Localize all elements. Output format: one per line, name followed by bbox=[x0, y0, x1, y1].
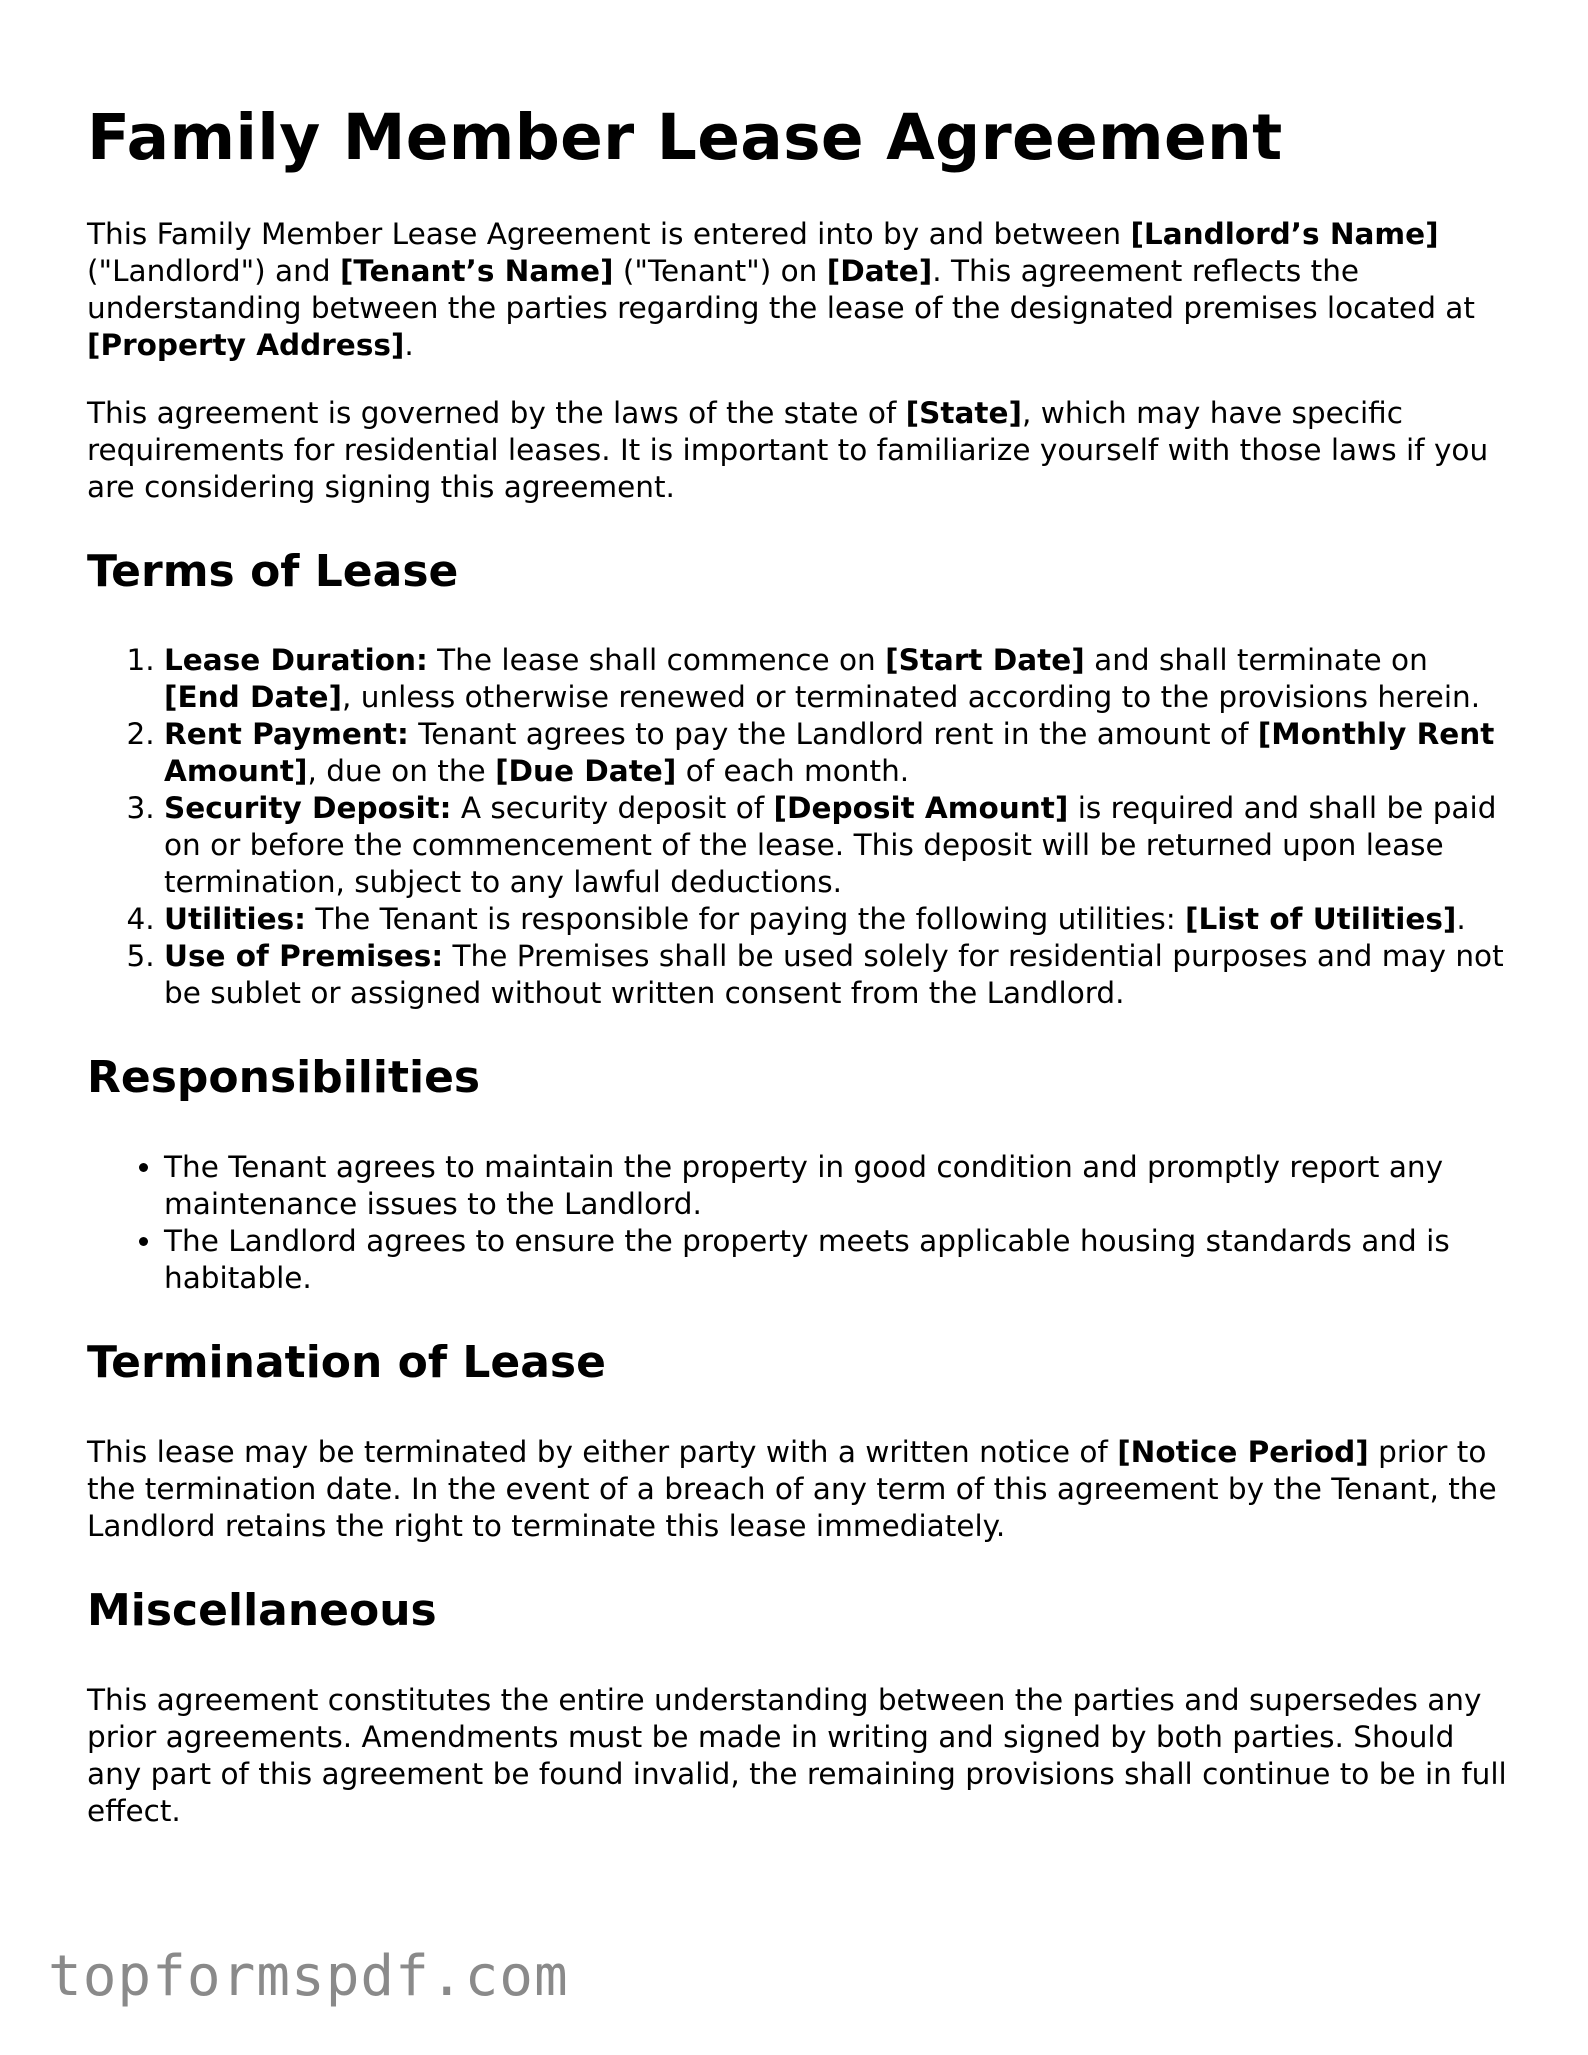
term-text: The Tenant is responsible for paying the following utilities: bbox=[305, 902, 1186, 937]
list-item bbox=[164, 901, 1507, 938]
termination-paragraph bbox=[87, 1434, 1507, 1545]
term-text: The lease shall commence on bbox=[427, 643, 886, 678]
term-text: A security deposit of bbox=[451, 791, 774, 826]
terms-heading: Terms of Lease bbox=[87, 545, 459, 597]
list-item bbox=[164, 642, 1507, 716]
miscellaneous-paragraph: This agreement constitutes the entire understanding between the parties and supersedes any prior agreements. Amendments must be made in writing and signed by both parties. Should any part of this agreement be found invalid, the remaining provisions shall continue to be in full effect. bbox=[87, 1682, 1507, 1828]
document-page bbox=[87, 100, 1507, 1861]
intro-text: . This agreement reflects the understanding between the parties regarding the lease of the designated premises located at bbox=[87, 253, 1475, 325]
utilities-placeholder: [List of Utilities] bbox=[1185, 902, 1457, 937]
list-item: • The Tenant agrees to maintain the property in good condition and promptly report any maintenance issues to the Landlord. bbox=[164, 1149, 1507, 1223]
term-text: , due on the bbox=[307, 754, 496, 789]
term-label: Security Deposit: bbox=[164, 791, 452, 826]
term-text: The Premises shall be used solely for residential purposes and may not be sublet or assigned without written consent from the Landlord. bbox=[164, 939, 1504, 1011]
term-text: . bbox=[1456, 902, 1466, 937]
terms-list bbox=[87, 642, 1507, 1012]
notice-period-placeholder: [Notice Period] bbox=[1117, 1434, 1369, 1469]
intro-text: This Family Member Lease Agreement is entered into by and between bbox=[87, 216, 1131, 251]
termination-text: prior to the termination date. In the event of a breach of any term of this agreement by the Tenant, the Landlord retains the right to terminate this lease immediately. bbox=[87, 1434, 1497, 1543]
intro-text: ("Landlord") and bbox=[87, 253, 340, 288]
termination-heading: Termination of Lease bbox=[87, 1337, 606, 1389]
term-label: Use of Premises: bbox=[164, 939, 444, 974]
date-placeholder: [Date] bbox=[826, 253, 933, 288]
list-item bbox=[164, 716, 1507, 790]
term-label: Utilities: bbox=[164, 902, 306, 937]
deposit-amount-placeholder: [Deposit Amount] bbox=[773, 791, 1069, 826]
property-address-placeholder: [Property Address] bbox=[87, 327, 405, 362]
term-label: Lease Duration: bbox=[164, 643, 428, 678]
law-text: , which may have specific requirements for residential leases. It is important to familiarize yourself with those laws if you are considering signing this agreement. bbox=[87, 395, 1489, 504]
law-text: This agreement is governed by the laws of the state of bbox=[87, 395, 906, 430]
termination-text: This lease may be terminated by either party with a written notice of bbox=[87, 1434, 1118, 1469]
responsibilities-heading: Responsibilities bbox=[87, 1052, 481, 1104]
end-date-placeholder: [End Date] bbox=[164, 680, 343, 715]
term-text: is required and shall be paid on or before the commencement of the lease. This deposit will be returned upon lease termination, subject to any lawful deductions. bbox=[164, 791, 1497, 900]
list-item bbox=[164, 938, 1507, 1012]
intro-text: ("Tenant") on bbox=[613, 253, 827, 288]
state-placeholder: [State] bbox=[905, 395, 1023, 430]
list-item bbox=[164, 790, 1507, 901]
term-label: Rent Payment: bbox=[164, 717, 409, 752]
governing-law-paragraph bbox=[87, 395, 1507, 506]
list-item: • The Landlord agrees to ensure the property meets applicable housing standards and is habitable. bbox=[164, 1223, 1507, 1297]
document-title: Family Member Lease Agreement bbox=[87, 101, 1283, 174]
due-date-placeholder: [Due Date] bbox=[495, 754, 677, 789]
term-text: , unless otherwise renewed or terminated according to the provisions herein. bbox=[342, 680, 1481, 715]
rent-amount-placeholder: [Monthly Rent Amount] bbox=[164, 717, 1495, 789]
intro-text: . bbox=[404, 327, 414, 362]
miscellaneous-heading: Miscellaneous bbox=[87, 1584, 437, 1636]
intro-paragraph bbox=[87, 216, 1507, 364]
start-date-placeholder: [Start Date] bbox=[885, 643, 1085, 678]
responsibilities-list bbox=[87, 1149, 1507, 1297]
landlord-name-placeholder: [Landlord’s Name] bbox=[1130, 216, 1439, 251]
term-text: Tenant agrees to pay the Landlord rent in the amount of bbox=[408, 717, 1258, 752]
watermark-logo: topformspdf.com bbox=[48, 1944, 569, 2009]
tenant-name-placeholder: [Tenant’s Name] bbox=[339, 253, 614, 288]
term-text: and shall terminate on bbox=[1084, 643, 1428, 678]
term-text: of each month. bbox=[676, 754, 910, 789]
